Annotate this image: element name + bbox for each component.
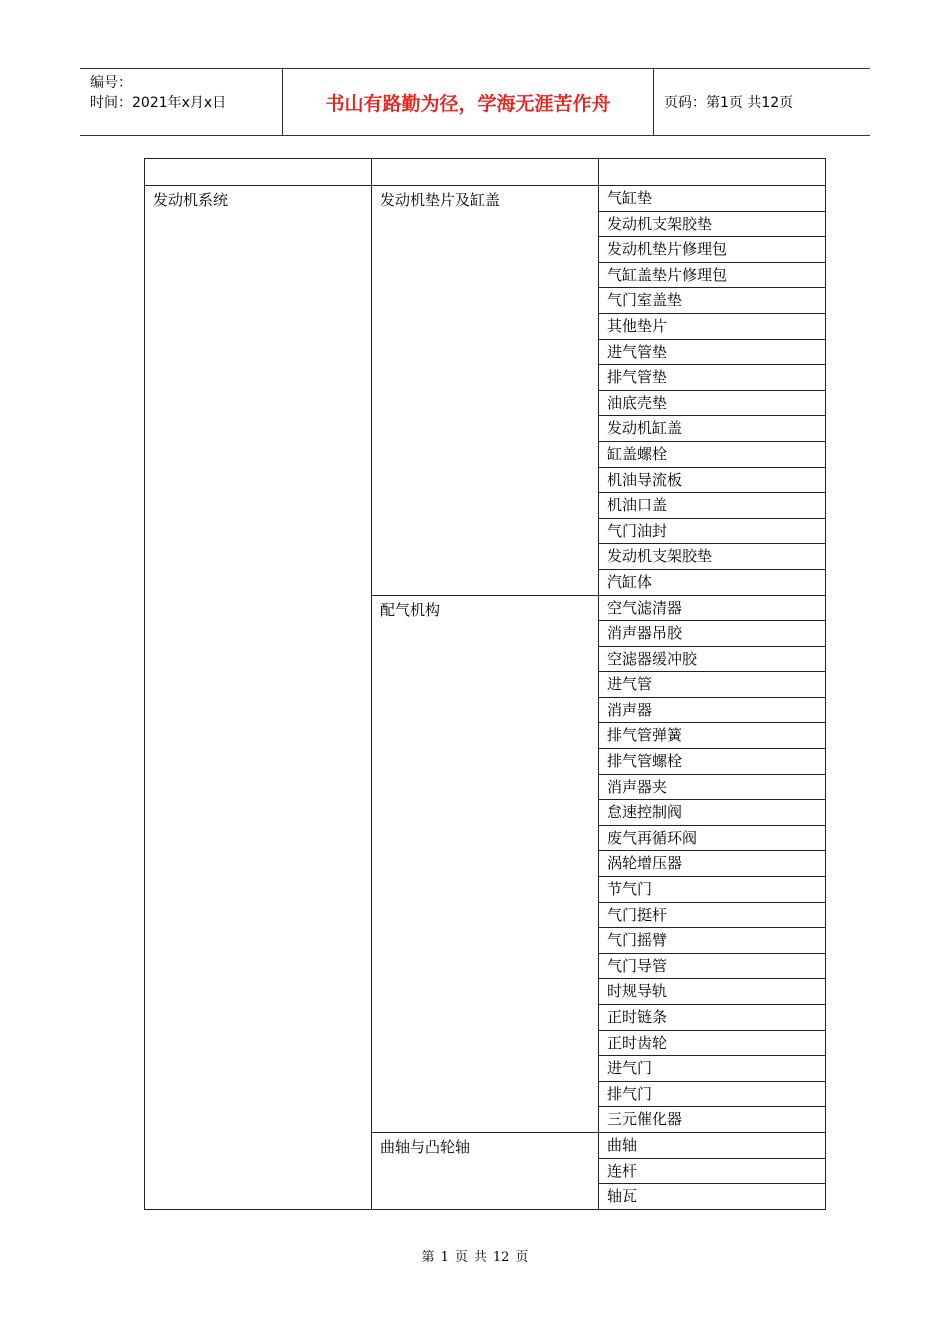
part-cell: 汽缸体 xyxy=(599,569,826,595)
part-cell: 发动机支架胶垫 xyxy=(599,544,826,570)
part-cell: 三元催化器 xyxy=(599,1107,826,1133)
part-cell: 时规导轨 xyxy=(599,979,826,1005)
part-cell: 机油导流板 xyxy=(599,467,826,493)
part-cell: 消声器夹 xyxy=(599,774,826,800)
part-cell: 涡轮增压器 xyxy=(599,851,826,877)
part-cell: 油底壳垫 xyxy=(599,390,826,416)
header-meta xyxy=(80,69,282,135)
part-cell: 机油口盖 xyxy=(599,493,826,519)
part-cell: 气门挺杆 xyxy=(599,902,826,928)
part-cell: 正时齿轮 xyxy=(599,1030,826,1056)
header-cell xyxy=(372,159,599,186)
part-cell: 发动机缸盖 xyxy=(599,416,826,442)
part-cell: 曲轴 xyxy=(599,1132,826,1158)
part-cell: 进气管 xyxy=(599,672,826,698)
part-cell: 发动机垫片修理包 xyxy=(599,237,826,263)
parts-table-body xyxy=(145,159,826,1210)
part-cell: 发动机支架胶垫 xyxy=(599,211,826,237)
part-cell: 轴瓦 xyxy=(599,1184,826,1210)
part-cell: 消声器 xyxy=(599,697,826,723)
number-label: 编号： xyxy=(90,75,132,91)
header-cell xyxy=(145,159,372,186)
part-cell: 气门导管 xyxy=(599,953,826,979)
part-cell: 气门摇臂 xyxy=(599,928,826,954)
group-cell: 曲轴与凸轮轴 xyxy=(372,1132,599,1209)
time-label: 时间：2021年x月x日 xyxy=(90,95,227,111)
part-cell: 进气管垫 xyxy=(599,339,826,365)
part-cell: 消声器吊胶 xyxy=(599,621,826,647)
footer-total-number: 12 xyxy=(492,1250,510,1265)
table-row xyxy=(145,186,826,212)
system-cell: 发动机系统 xyxy=(145,186,372,1210)
part-cell: 空气滤清器 xyxy=(599,595,826,621)
part-cell: 排气管螺栓 xyxy=(599,749,826,775)
group-cell: 发动机垫片及缸盖 xyxy=(372,186,599,596)
part-cell: 怠速控制阀 xyxy=(599,800,826,826)
page-footer xyxy=(0,1246,950,1265)
part-cell: 其他垫片 xyxy=(599,313,826,339)
page-header xyxy=(80,68,870,136)
part-cell: 气缸垫 xyxy=(599,186,826,212)
part-cell: 气门室盖垫 xyxy=(599,288,826,314)
part-cell: 排气门 xyxy=(599,1081,826,1107)
footer-total-word: 页 xyxy=(515,1250,529,1265)
part-cell: 节气门 xyxy=(599,877,826,903)
part-cell: 连杆 xyxy=(599,1158,826,1184)
parts-table xyxy=(144,158,826,1210)
footer-page-prefix: 第 xyxy=(421,1250,435,1265)
header-slogan: 书山有路勤为径，学海无涯苦作舟 xyxy=(282,69,654,135)
part-cell: 气缸盖垫片修理包 xyxy=(599,262,826,288)
header-cell xyxy=(599,159,826,186)
part-cell: 废气再循环阀 xyxy=(599,825,826,851)
part-cell: 进气门 xyxy=(599,1056,826,1082)
part-cell: 气门油封 xyxy=(599,518,826,544)
footer-page-number: 1 xyxy=(440,1250,449,1265)
header-page-label: 页码：第1页 共12页 xyxy=(664,95,794,111)
part-cell: 缸盖螺栓 xyxy=(599,441,826,467)
footer-page-word: 页 xyxy=(454,1250,468,1265)
part-cell: 正时链条 xyxy=(599,1005,826,1031)
table-header-row xyxy=(145,159,826,186)
group-cell: 配气机构 xyxy=(372,595,599,1132)
footer-total-prefix: 共 xyxy=(473,1250,487,1265)
part-cell: 排气管弹簧 xyxy=(599,723,826,749)
part-cell: 空滤器缓冲胶 xyxy=(599,646,826,672)
part-cell: 排气管垫 xyxy=(599,365,826,391)
